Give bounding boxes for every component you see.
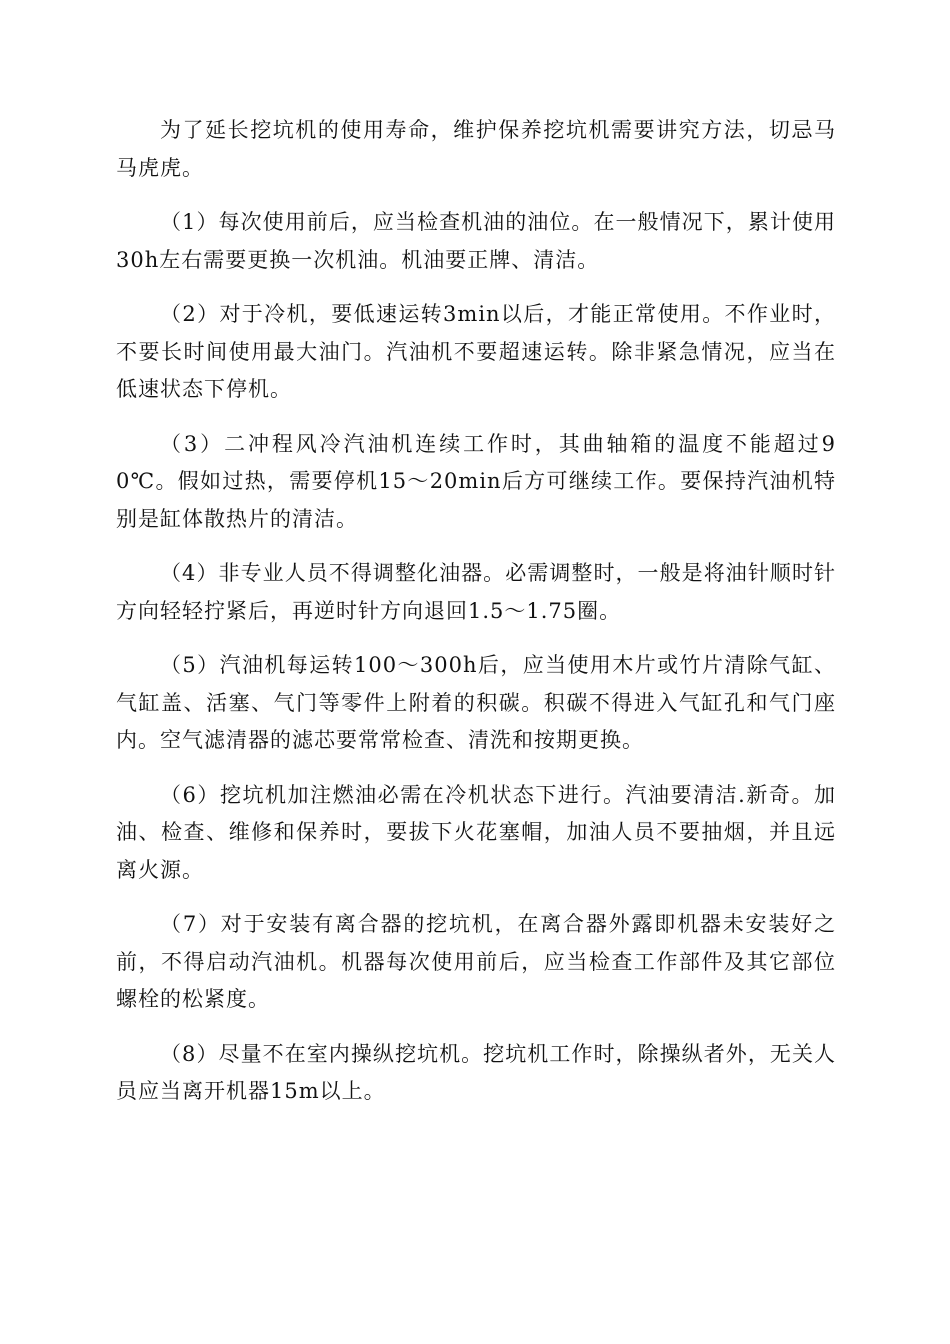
paragraph-item-3: （3）二冲程风冷汽油机连续工作时，其曲轴箱的温度不能超过90℃。假如过热，需要停机15～20min后方可继续工作。要保持汽油机特别是缸体散热片的清洁。 [116, 431, 836, 531]
document-body [116, 112, 836, 1128]
paragraph-item-6: （6）挖坑机加注燃油必需在冷机状态下进行。汽油要清洁.新奇。加油、检查、维修和保养时，要拔下火花塞帽，加油人员不要抽烟，并且远离火源。 [116, 782, 836, 882]
intro-paragraph: 为了延长挖坑机的使用寿命，维护保养挖坑机需要讲究方法，切忌马马虎虎。 [116, 118, 836, 180]
paragraph-item-8: （8）尽量不在室内操纵挖坑机。挖坑机工作时，除操纵者外，无关人员应当离开机器15m以上。 [116, 1041, 836, 1103]
paragraph-item-5: （5）汽油机每运转100～300h后，应当使用木片或竹片清除气缸、气缸盖、活塞、气门等零件上附着的积碳。积碳不得进入气缸孔和气门座内。空气滤清器的滤芯要常常检查、清洗和按期更换。 [116, 653, 836, 752]
paragraph-item-1: （1）每次使用前后，应当检查机油的油位。在一般情况下，累计使用30h左右需要更换一次机油。机油要正牌、清洁。 [116, 210, 836, 272]
paragraph-item-7: （7）对于安装有离合器的挖坑机，在离合器外露即机器未安装好之前，不得启动汽油机。机器每次使用前后，应当检查工作部件及其它部位螺栓的松紧度。 [116, 912, 836, 1011]
paragraph-item-2: （2）对于冷机，要低速运转3min以后，才能正常使用。不作业时，不要长时间使用最大油门。汽油机不要超速运转。除非紧急情况，应当在低速状态下停机。 [116, 302, 836, 401]
paragraph-item-4: （4）非专业人员不得调整化油器。必需调整时，一般是将油针顺时针方向轻轻拧紧后，再逆时针方向退回1.5～1.75圈。 [116, 561, 836, 623]
